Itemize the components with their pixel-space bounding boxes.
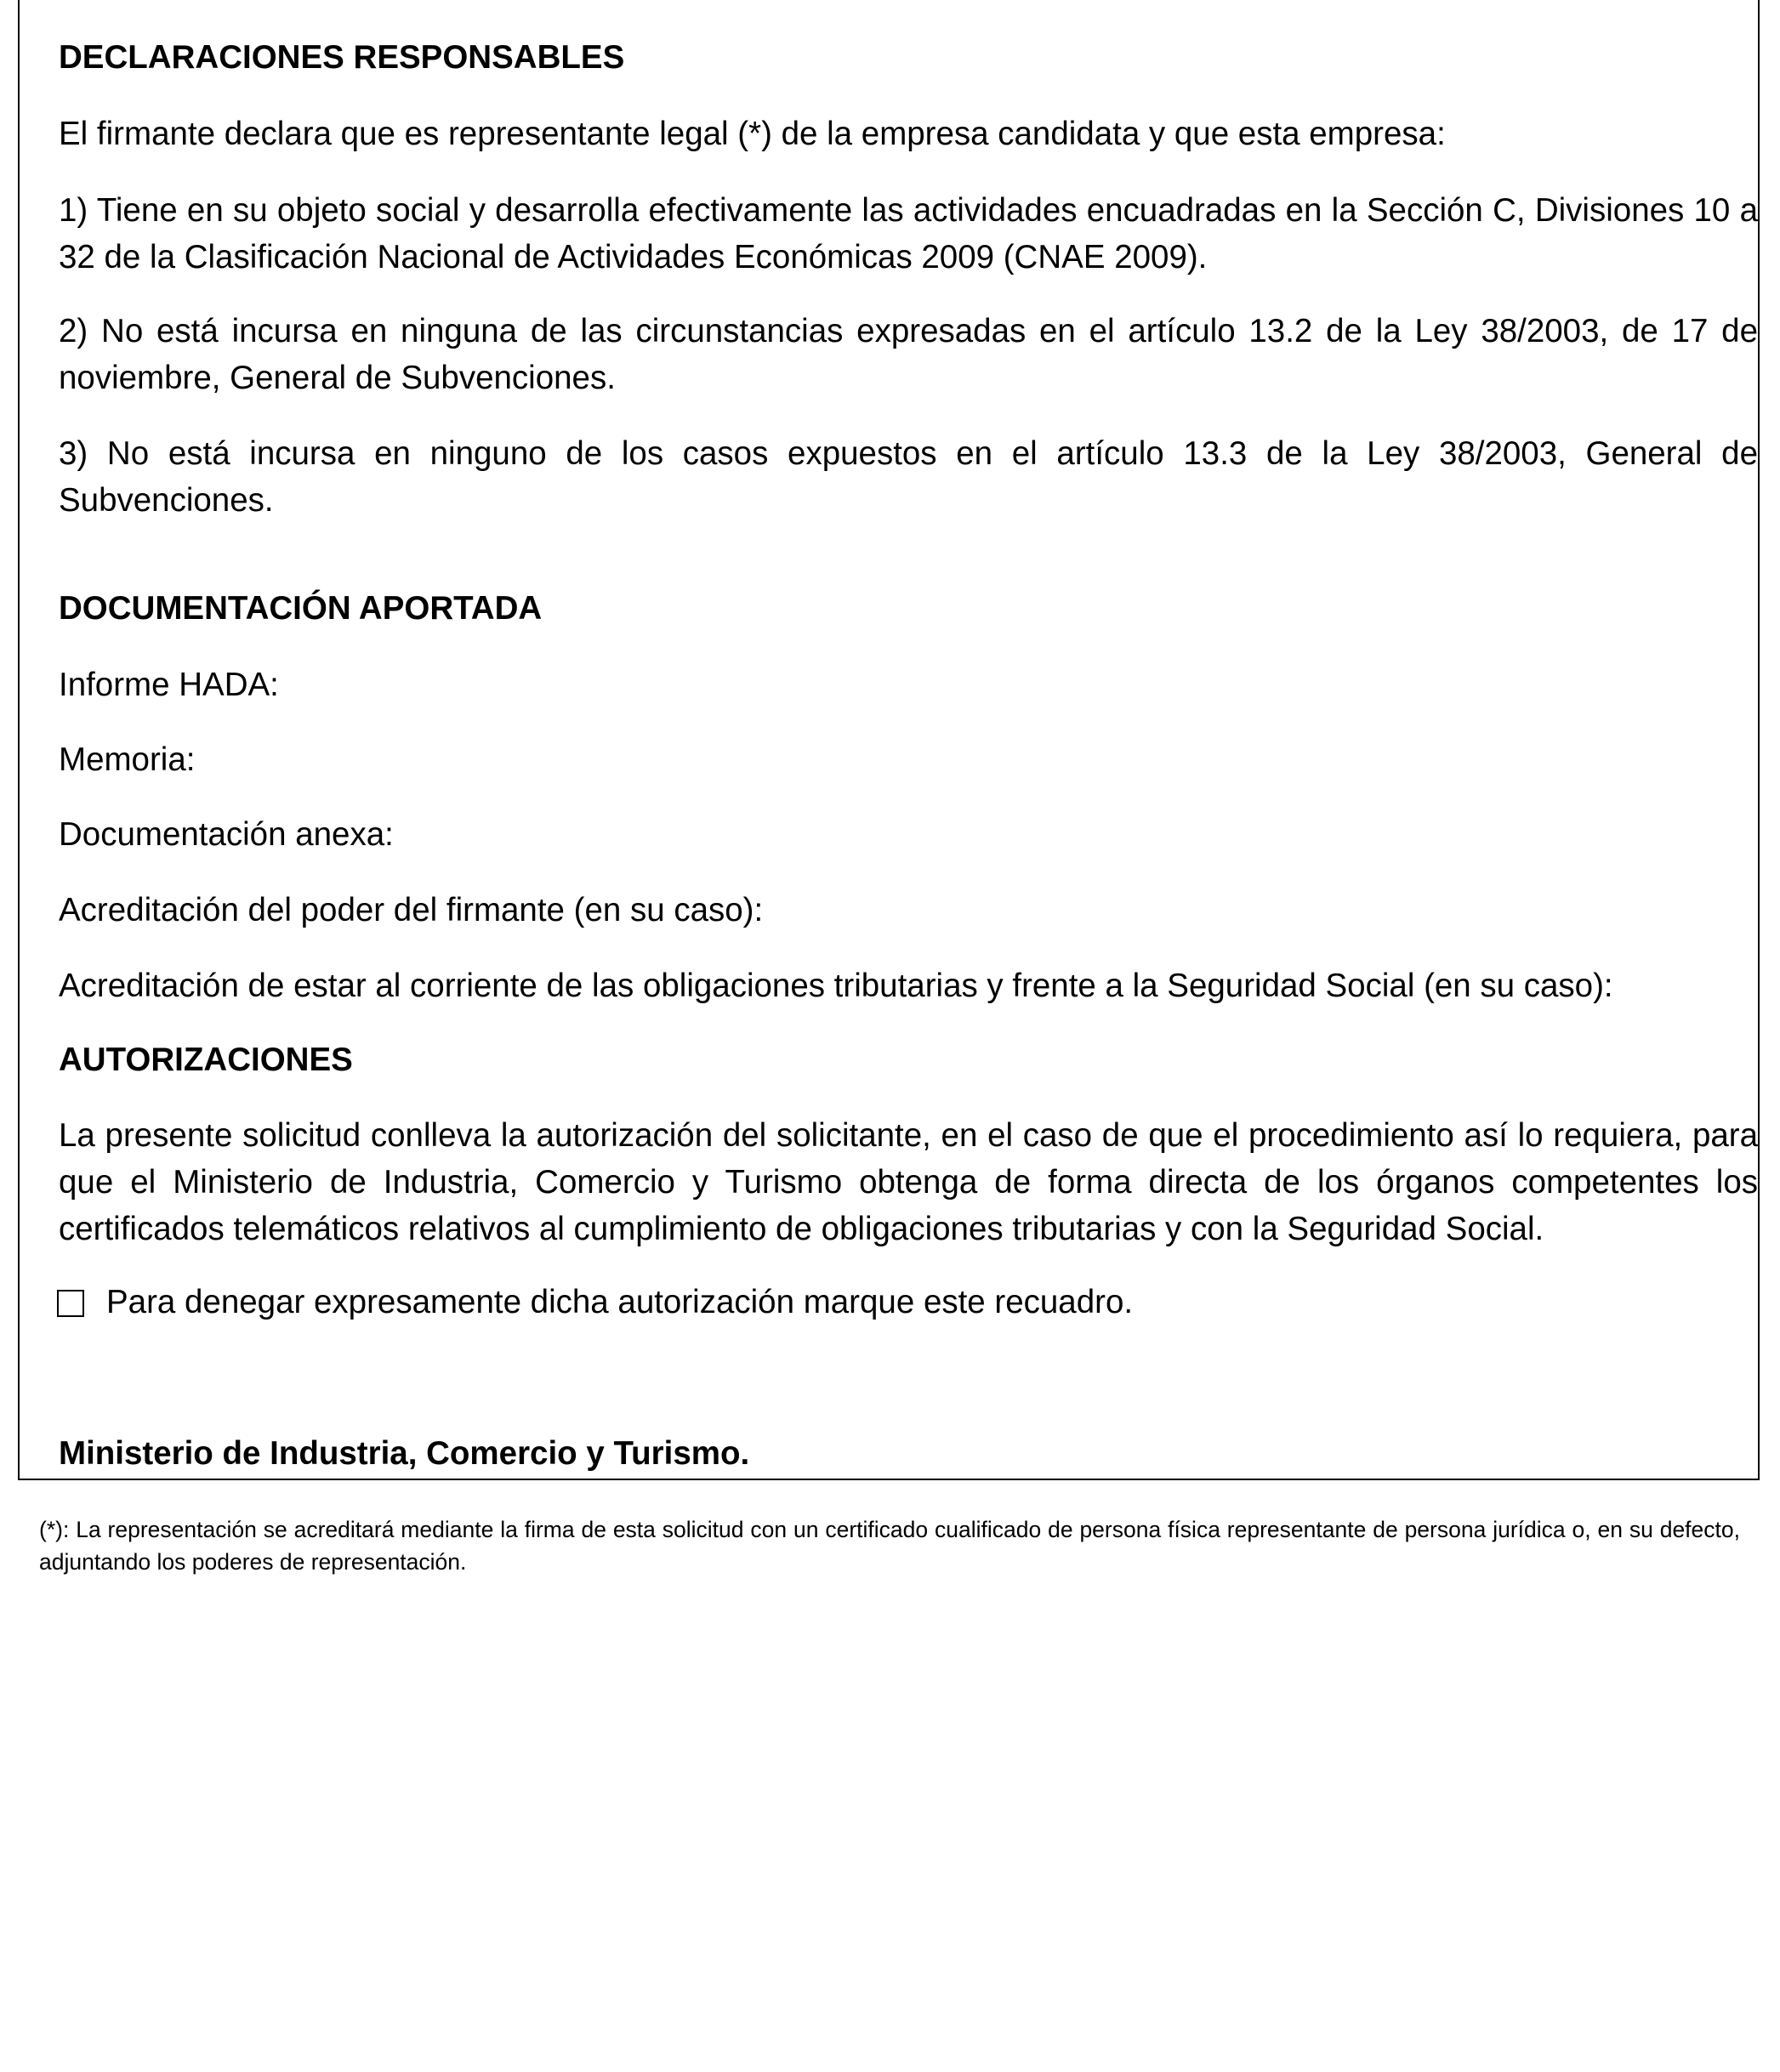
documentacion-item-informe-hada: Informe HADA: (59, 667, 279, 703)
documentacion-item-anexa: Documentación anexa: (59, 816, 394, 853)
autorizaciones-paragraph: La presente solicitud conlleva la autorización del solicitante, en el caso de que el procedimiento así lo requiera, para que el Ministerio de Industria, Comercio y Turismo obtenga de forma directa de los órganos competentes los certificados telemáticos relativos al cumplimiento de obligaciones tributarias y con la Seguridad Social. (59, 1117, 1758, 1247)
signature-ministerio: Ministerio de Industria, Comercio y Turismo. (59, 1435, 750, 1472)
documentacion-item-memoria: Memoria: (59, 741, 196, 778)
deny-authorization-checkbox[interactable] (57, 1290, 84, 1317)
deny-authorization-label: Para denegar expresamente dicha autorización marque este recuadro. (106, 1284, 1134, 1320)
declaraciones-heading: DECLARACIONES RESPONSABLES (59, 39, 625, 76)
declaracion-item-1: 1) Tiene en su objeto social y desarrolla efectivamente las actividades encuadradas en la Sección C, Divisiones 10 a 32 de la Clasificación Nacional de Actividades Económicas 2009 (CNAE 2009). (59, 192, 1758, 275)
declaracion-item-2: 2) No está incursa en ninguna de las circunstancias expresadas en el artículo 13.2 de la Ley 38/2003, de 17 de noviembre, General de Subvenciones. (59, 313, 1758, 396)
declaracion-item-3: 3) No está incursa en ninguno de los casos expuestos en el artículo 13.3 de la Ley 38/2003, General de Subvenciones. (59, 435, 1758, 519)
footnote: (*): La representación se acreditará mediante la firma de esta solicitud con un certificado cualificado de persona física representante de persona jurídica o, en su defecto, adjuntando los poderes de representación. (39, 1517, 1740, 1575)
documentacion-item-obligaciones: Acreditación de estar al corriente de las obligaciones tributarias y frente a la Seguridad Social (en su caso): (59, 968, 1613, 1004)
documentacion-item-poder: Acreditación del poder del firmante (en su caso): (59, 892, 764, 928)
documentacion-heading: DOCUMENTACIÓN APORTADA (59, 590, 543, 627)
declaraciones-intro: El firmante declara que es representante legal (*) de la empresa candidata y que esta empresa: (59, 116, 1446, 152)
autorizaciones-heading: AUTORIZACIONES (59, 1042, 353, 1078)
form-box (18, 0, 1760, 1480)
